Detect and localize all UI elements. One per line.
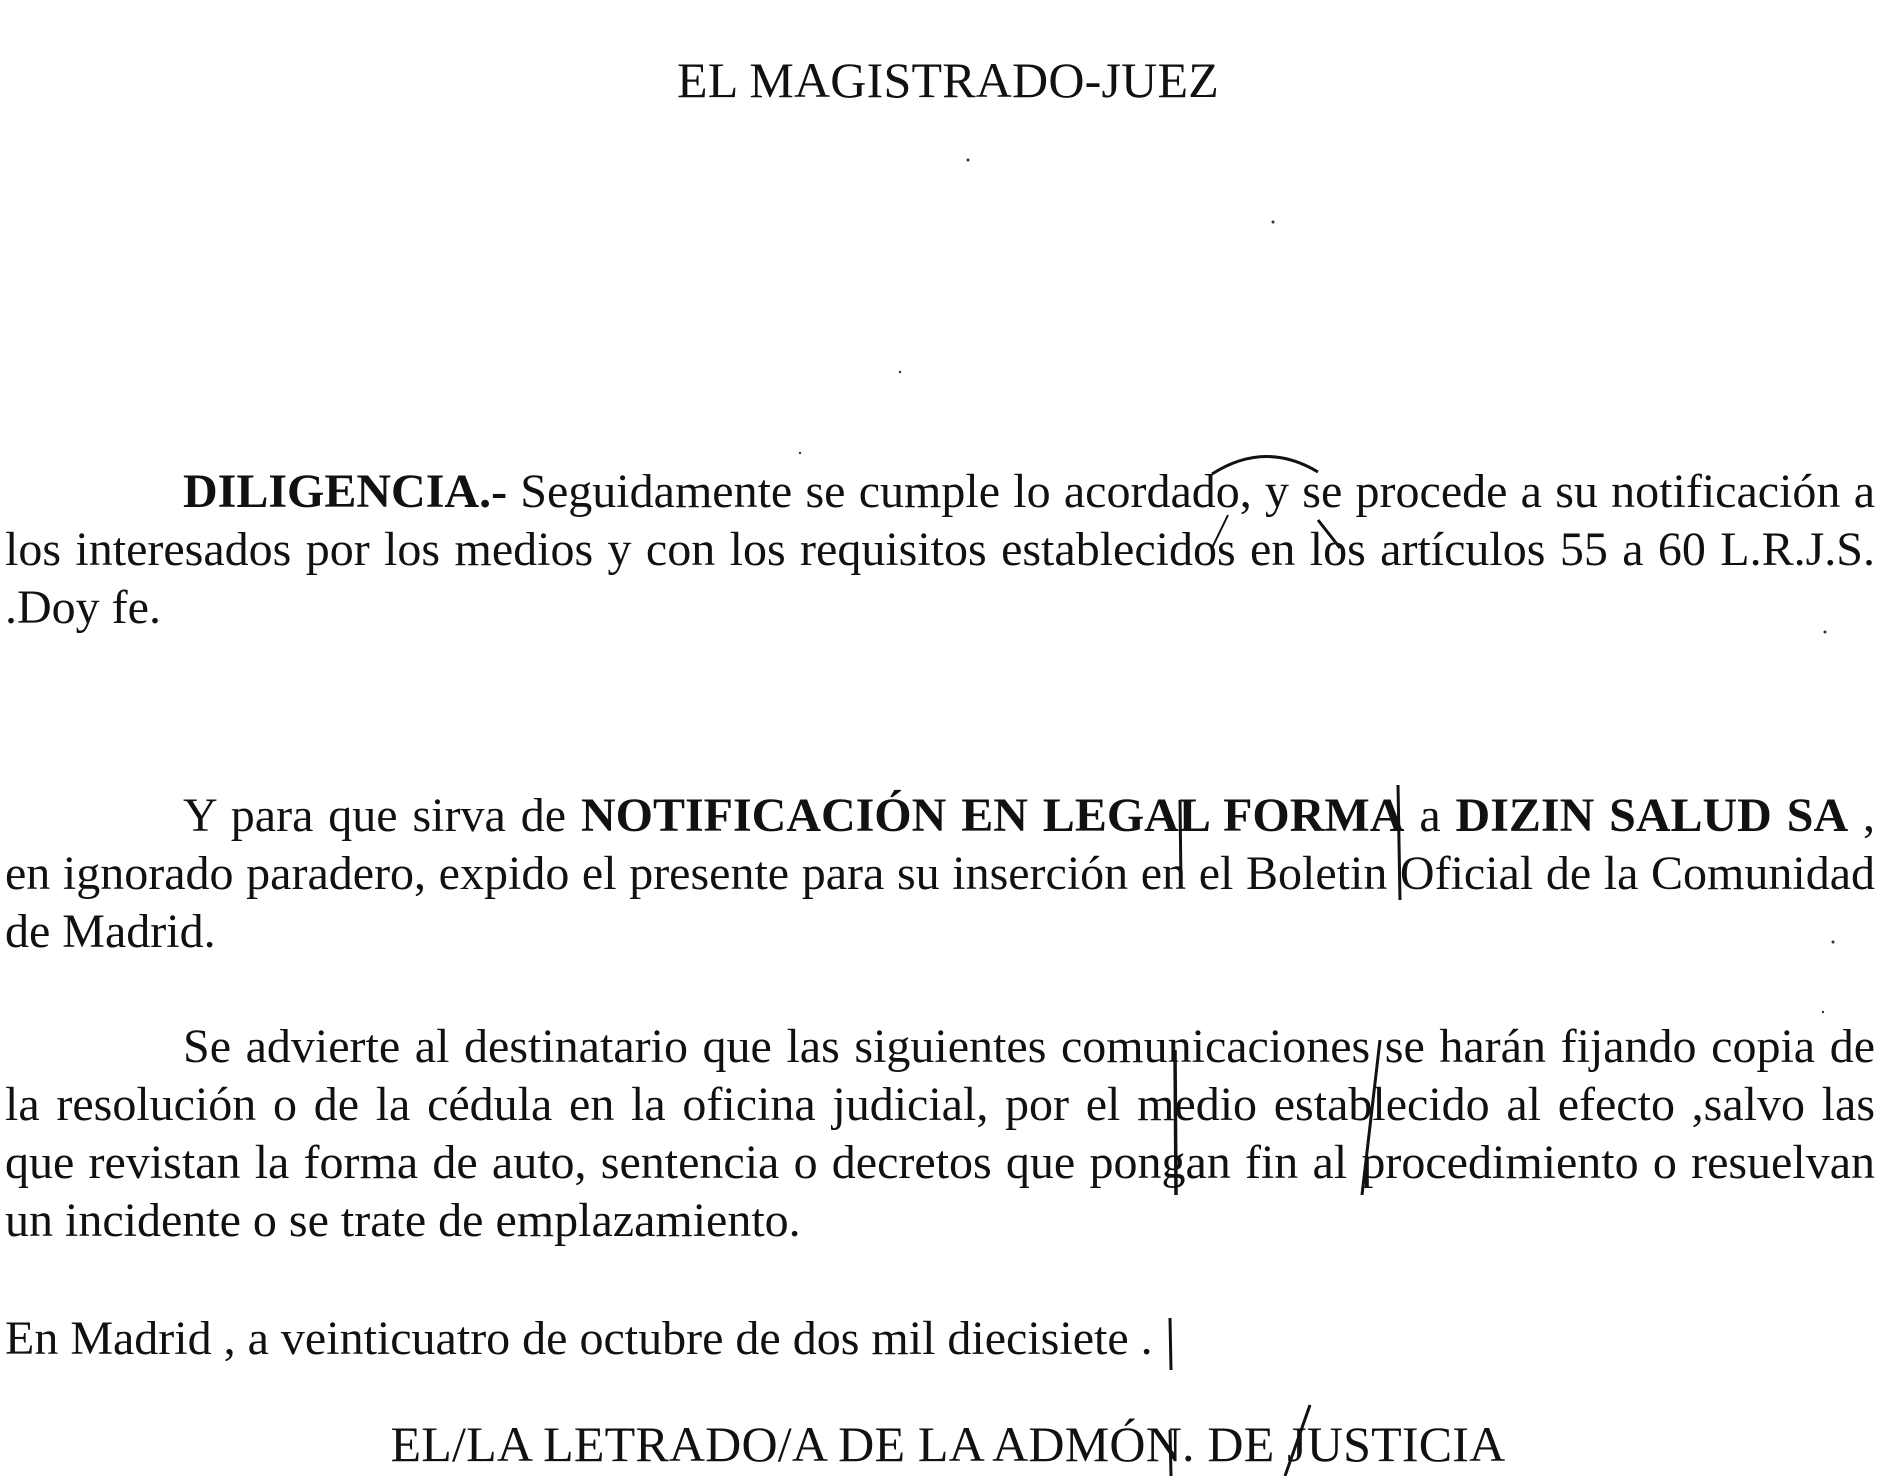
date-line: En Madrid , a veinticuatro de octubre de dos mil diecisiete . — [5, 1312, 1153, 1365]
advertencia-paragraph: Se advierte al destinatario que las siguientes comunicaciones se harán fijando copia de la resolución o de la cédula en la oficina judicial, por el medio establecido al efecto ,salvo las que revistan la forma de auto, sentencia o decretos que pongan fin al procedimiento o resuelvan un incidente o se trate de emplazamiento. — [5, 1020, 1875, 1247]
notificacion-post: , en ignorado paradero, expido el presente para su inserción en el Boletin Oficial de la Comunidad de Madrid. — [5, 789, 1876, 958]
judge-heading: EL MAGISTRADO-JUEZ — [677, 52, 1219, 108]
notificacion-pre: Y para que sirva de — [183, 789, 581, 842]
notificacion-mid: a — [1404, 789, 1456, 842]
diligencia-text: Seguidamente se cumple lo acordado, y se procede a su notificación a los interesados por los medios y con los requisitos establecidos en los artículos 55 a 60 L.R.J.S. .Doy fe. — [5, 465, 1875, 634]
letrado-heading: EL/LA LETRADO/A DE LA ADMÓN. DE JUSTICIA — [390, 1416, 1506, 1472]
diligencia-paragraph — [5, 463, 1875, 637]
scan-speck — [799, 452, 801, 454]
scan-speck — [1822, 1011, 1824, 1013]
scan-speck — [1272, 221, 1275, 224]
scan-speck — [967, 159, 970, 162]
diligencia-lead: DILIGENCIA.- — [183, 465, 508, 518]
scan-speck — [899, 371, 901, 373]
notificacion-legal-forma: NOTIFICACIÓN EN LEGAL FORMA — [580, 789, 1405, 842]
notificacion-paragraph — [5, 787, 1875, 961]
notificacion-company: DIZIN SALUD SA — [1455, 789, 1849, 842]
